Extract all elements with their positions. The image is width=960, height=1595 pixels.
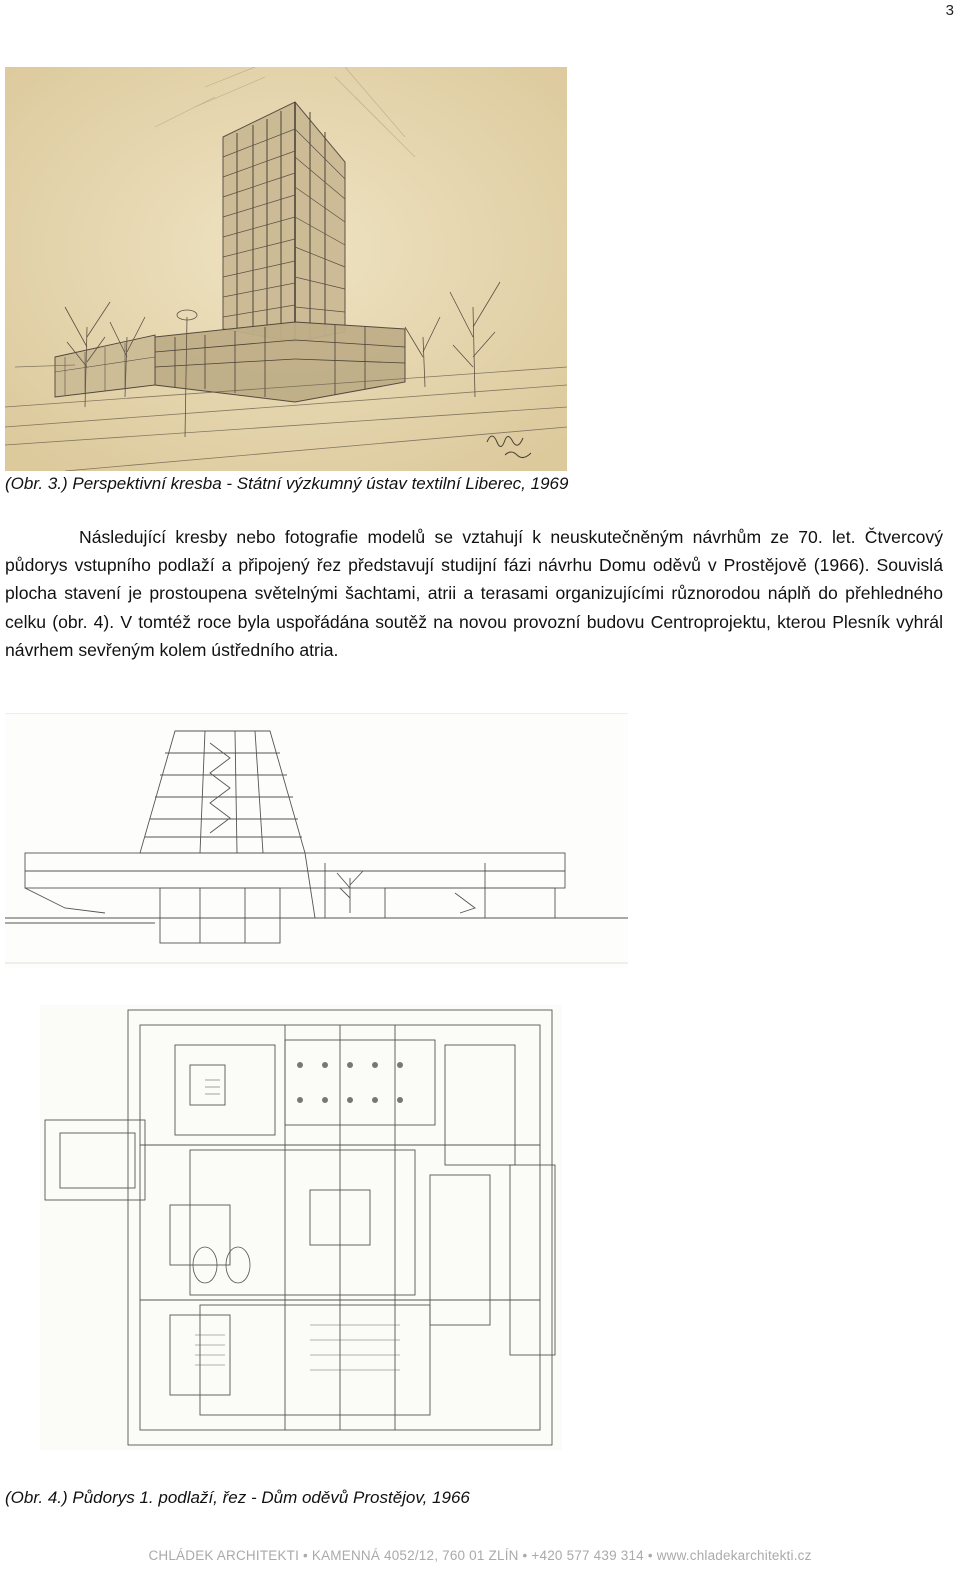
page-number: 3 [945, 2, 954, 19]
perspective-sketch-drawing [5, 67, 567, 471]
perspective-sketch-image [5, 67, 567, 471]
floor-plan-image [40, 1005, 562, 1450]
section-drawing [5, 713, 628, 968]
figure-caption: (Obr. 4.) Půdorys 1. podlaží, řez - Dům oděvů Prostějov, 1966 [5, 1488, 470, 1507]
figure-caption: (Obr. 3.) Perspektivní kresba - Státní výzkumný ústav textilní Liberec, 1969 [5, 474, 569, 493]
section-drawing-image [5, 713, 628, 968]
floor-plan-drawing [40, 1005, 562, 1450]
page-footer: CHLÁDEK ARCHITEKTI • KAMENNÁ 4052/12, 760 01 ZLÍN • +420 577 439 314 • www.chladekarchitekti.cz [148, 1548, 812, 1563]
body-paragraph: Následující kresby nebo fotografie modelů se vztahují k neuskutečněným návrhům ze 70. let. Čtvercový půdorys vstupního podlaží a připojený řez představují studijní fázi návrhu Domu oděvů v Prostějově (1966). Souvislá plocha stavení je prostoupena světelnými šachtami, atrii a terasami organizujícími různorodou náplň do přehledného celku (obr. 4). V tomtéž roce byla uspořádána soutěž na novou provozní budovu Centroprojektu, kterou Plesník vyhrál návrhem sevřeným kolem ústředního atria. [5, 527, 943, 660]
